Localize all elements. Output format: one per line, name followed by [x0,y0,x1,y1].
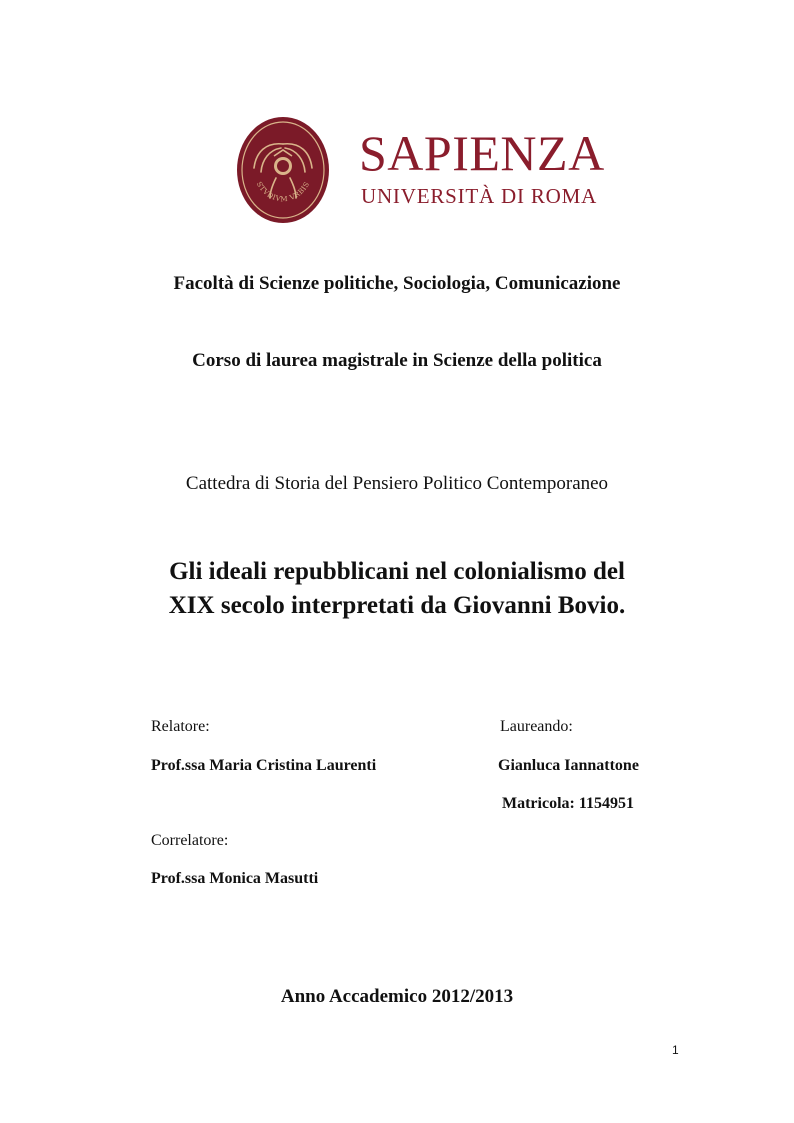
page-number: 1 [672,1043,679,1057]
faculty-title: Facoltà di Scienze politiche, Sociologia, Comunicazione [173,273,621,294]
university-subtitle: UNIVERSITÀ DI ROMA [361,184,598,208]
seal-motto: STVDIVM VRBIS [254,180,312,204]
academic-year: Anno Accademico 2012/2013 [280,986,514,1007]
laureando-label: Laureando: [500,718,573,735]
thesis-title-line-2: XIX secolo interpretati da Giovanni Bovio. [168,592,626,619]
relatore-name: Prof.ssa Maria Cristina Laurenti [151,757,377,774]
correlatore-name: Prof.ssa Monica Masutti [151,870,319,887]
thesis-title [0,555,794,623]
course-title: Corso di laurea magistrale in Scienze della politica [192,350,602,371]
relatore-label: Relatore: [151,718,210,735]
laureando-name: Gianluca Iannattone [498,757,639,774]
university-seal-logo [236,116,330,224]
thesis-title-line-1: Gli ideali repubblicani nel colonialismo del [169,558,625,585]
matricola: Matricola: 1154951 [502,795,634,812]
correlatore-label: Correlatore: [151,832,229,849]
chair-title: Cattedra di Storia del Pensiero Politico Contemporaneo [185,473,609,494]
university-name: SAPIENZA [359,125,605,181]
